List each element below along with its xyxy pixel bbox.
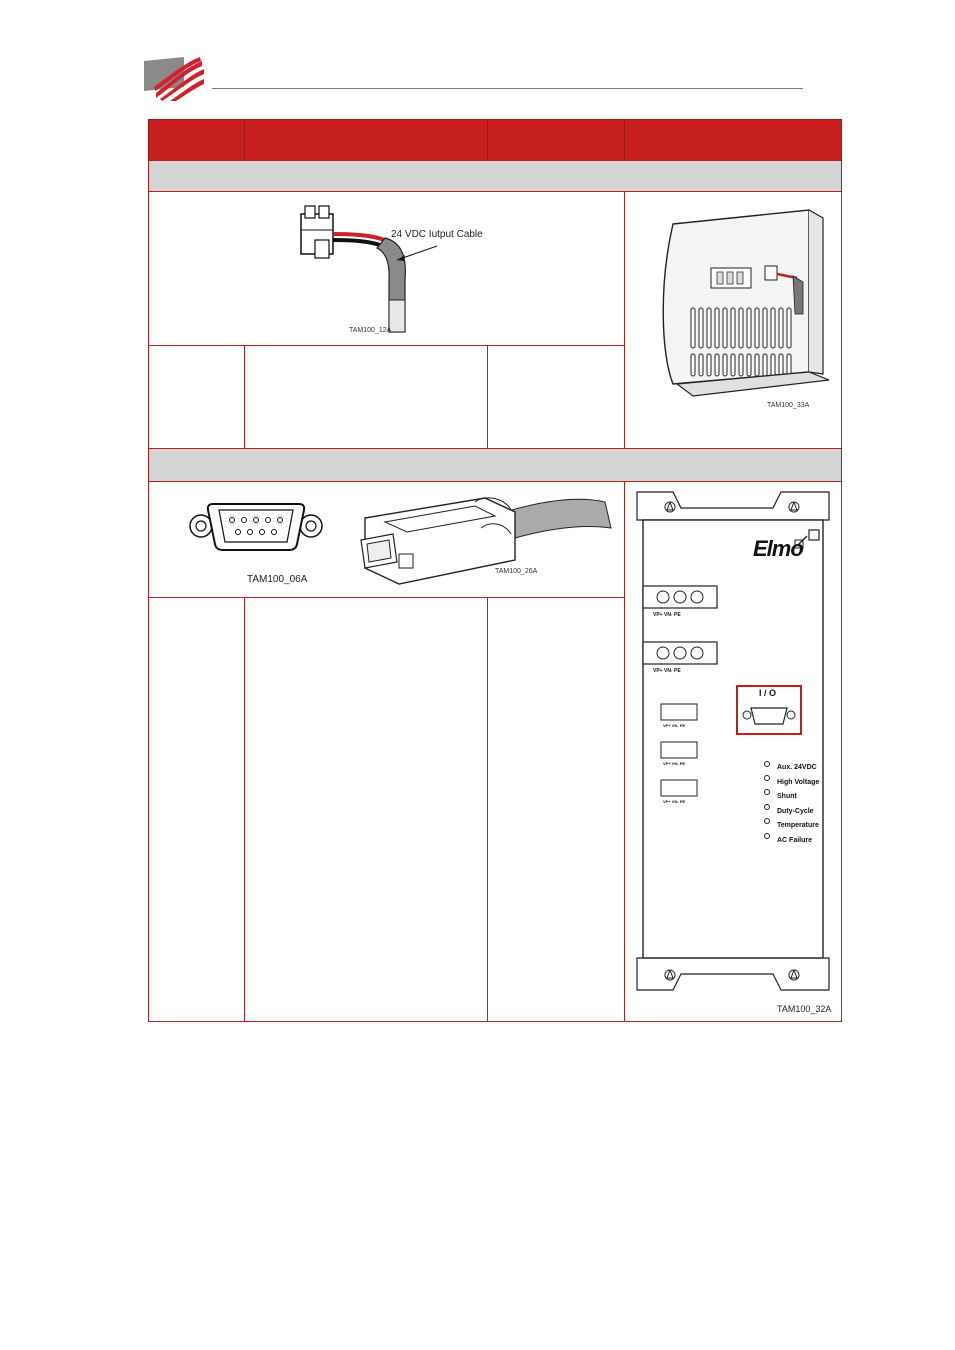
section-2-cell-3 xyxy=(487,597,625,1022)
section-2-cell-2 xyxy=(244,597,488,1022)
panel-led-list xyxy=(777,761,819,848)
panel-connector-pins-1 xyxy=(653,612,681,618)
company-logo xyxy=(140,55,206,101)
front-panel-image-cell xyxy=(624,481,842,1022)
led-label: AC Failure xyxy=(777,836,813,844)
pin-label: VP+ xyxy=(663,723,671,728)
pin-label: VP+ xyxy=(653,668,663,674)
pin-label: VP+ xyxy=(653,612,663,618)
rear-figure-id: TAM100_33A xyxy=(767,402,810,409)
table-header-cell-3 xyxy=(487,119,625,161)
led-label: Temperature xyxy=(777,822,819,829)
pin-label: PE xyxy=(674,668,681,674)
dsub-plug-figure-id: TAM100_26A xyxy=(495,568,538,575)
section-band-1 xyxy=(148,160,842,192)
table-header-cell-1 xyxy=(148,119,245,161)
pin-label: PE xyxy=(679,799,686,804)
led-label: Shunt xyxy=(777,793,797,800)
rear-view-image-cell xyxy=(624,191,842,449)
pin-label: VN- xyxy=(671,723,679,728)
pin-label: VN- xyxy=(671,761,679,766)
led-label: Duty-Cycle xyxy=(777,807,814,815)
dsub-plug-illustration xyxy=(355,488,617,592)
dsub-front-illustration xyxy=(185,496,327,558)
connector-table xyxy=(148,119,842,1022)
table-header-cell-2 xyxy=(244,119,488,161)
section-1-cell-2 xyxy=(244,345,488,449)
panel-figure-id: TAM100_32A xyxy=(777,1004,832,1014)
cable-illustration xyxy=(289,200,499,340)
cable-figure-id: TAM100_12A xyxy=(349,327,392,334)
pin-label: VP+ xyxy=(663,799,671,804)
panel-connector-pins-3 xyxy=(663,723,685,728)
led-label: Aux. 24VDC xyxy=(777,764,817,771)
panel-connector-pins-5 xyxy=(663,799,685,804)
panel-io-label: I / O xyxy=(759,688,777,698)
pin-label: VN- xyxy=(671,799,679,804)
pin-label: VN- xyxy=(663,668,673,674)
section-band-2 xyxy=(148,448,842,482)
cable-callout-label: 24 VDC Iutput Cable xyxy=(391,229,483,240)
pin-label: PE xyxy=(679,761,686,766)
unit-rear-illustration xyxy=(633,204,835,424)
panel-brand: Elmo xyxy=(753,536,803,561)
panel-connector-pins-4 xyxy=(663,761,685,766)
pin-label: PE xyxy=(679,723,686,728)
panel-connector-pins-2 xyxy=(653,668,681,674)
pin-label: PE xyxy=(674,612,681,618)
header-rule xyxy=(212,88,803,89)
pin-label: VP+ xyxy=(663,761,671,766)
dsub-image-cell xyxy=(148,481,625,598)
pin-label: VN- xyxy=(663,612,673,618)
section-1-cell-3 xyxy=(487,345,625,449)
dsub-front-figure-id: TAM100_06A xyxy=(247,574,308,585)
front-panel-illustration xyxy=(633,486,835,996)
section-2-cell-1 xyxy=(148,597,245,1022)
led-label: High Voltage xyxy=(777,778,820,786)
section-1-cell-1 xyxy=(148,345,245,449)
table-header-cell-4 xyxy=(624,119,842,161)
cable-image-cell xyxy=(148,191,625,346)
